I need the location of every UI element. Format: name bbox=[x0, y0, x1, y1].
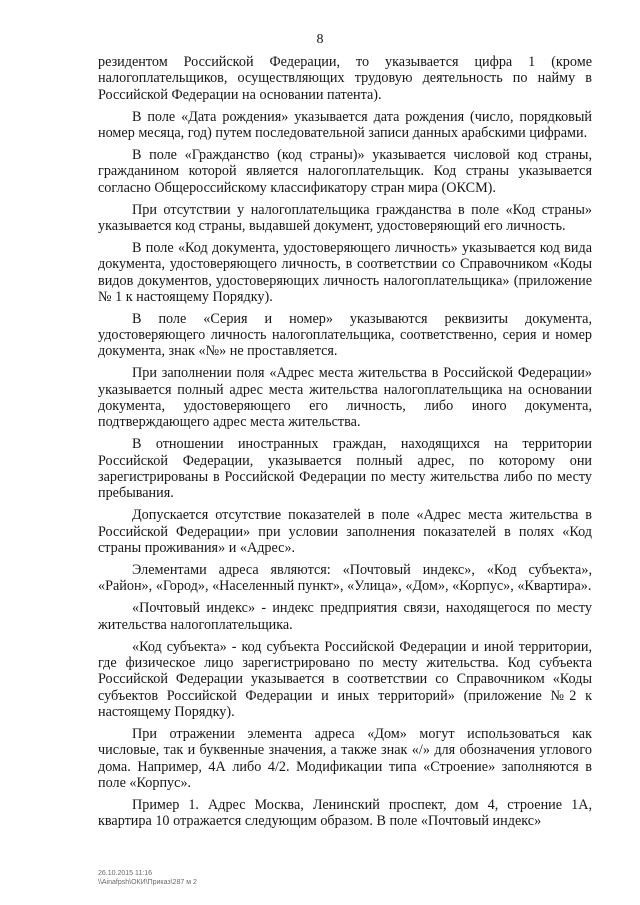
paragraph: В поле «Код документа, удостоверяющего личность» указывается код вида документа, удостоверяющего личность, в соответствии со Справочником «Коды видов документов, удостоверяющих личность налогоплательщика» (приложение № 1 к настоящему Порядку). bbox=[98, 239, 592, 305]
paragraph: В поле «Серия и номер» указываются реквизиты документа, удостоверяющего личность налогоплательщика, соответственно, серия и номер документа, знак «№» не проставляется. bbox=[98, 310, 592, 360]
footer-stamp bbox=[98, 869, 197, 887]
footer-path: \\Ainafpsh\ОКИ\Приказ\287 м 2 bbox=[98, 879, 197, 886]
body-text bbox=[98, 54, 592, 835]
paragraph: Допускается отсутствие показателей в поле «Адрес места жительства в Российской Федерации» при условии заполнения показателей в полях «Код страны проживания» и «Адрес». bbox=[98, 507, 592, 557]
paragraph: При заполнении поля «Адрес места жительства в Российской Федерации» указывается полный адрес места жительства налогоплательщика на основании документа, удостоверяющего его личность, либо иного документа, подтверждающего адрес места жительства. bbox=[98, 365, 592, 431]
paragraph: В поле «Гражданство (код страны)» указывается числовой код страны, гражданином которой является налогоплательщик. Код страны указывается согласно Общероссийскому классификатору стран мира (ОКСМ). bbox=[98, 146, 592, 196]
paragraph: В поле «Дата рождения» указывается дата рождения (число, порядковый номер месяца, год) путем последовательной записи данных арабскими цифрами. bbox=[98, 108, 592, 141]
paragraph: В отношении иностранных граждан, находящихся на территории Российской Федерации, указывается полный адрес, по которому они зарегистрированы в Российской Федерации по месту жительства либо по месту пребывания. bbox=[98, 436, 592, 502]
paragraph: «Код субъекта» - код субъекта Российской Федерации и иной территории, где физическое лицо зарегистрировано по месту жительства. Код субъекта Российской Федерации указывается в соответствии со Справочником «Коды субъектов Российской Федерации и иных территорий» (приложение №2 к настоящему Порядку). bbox=[98, 638, 592, 720]
paragraph: резидентом Российской Федерации, то указывается цифра 1 (кроме налогоплательщиков, осуществляющих трудовую деятельность по найму в Российской Федерации на основании патента). bbox=[98, 54, 592, 103]
page-number: 8 bbox=[316, 32, 324, 47]
paragraph: «Почтовый индекс» - индекс предприятия связи, находящегося по месту жительства налогоплательщика. bbox=[98, 600, 592, 633]
footer-date: 26.10.2015 11:16 bbox=[98, 870, 152, 877]
paragraph: Пример 1. Адрес Москва, Ленинский проспект, дом 4, строение 1А, квартира 10 отражается следующим образом. В поле «Почтовый индекс» bbox=[98, 796, 592, 830]
paragraph: При отражении элемента адреса «Дом» могут использоваться как числовые, так и буквенные значения, а также знак «/» для обозначения углового дома. Например, 4А либо 4/2. Модификации типа «Строение» заполняются в поле «Корпус». bbox=[98, 725, 592, 791]
paragraph: Элементами адреса являются: «Почтовый индекс», «Код субъекта», «Район», «Город», «Населенный пункт», «Улица», «Дом», «Корпус», «Квартира». bbox=[98, 561, 592, 595]
paragraph: При отсутствии у налогоплательщика гражданства в поле «Код страны» указывается код страны, выдавшей документ, удостоверяющий его личность. bbox=[98, 201, 592, 234]
